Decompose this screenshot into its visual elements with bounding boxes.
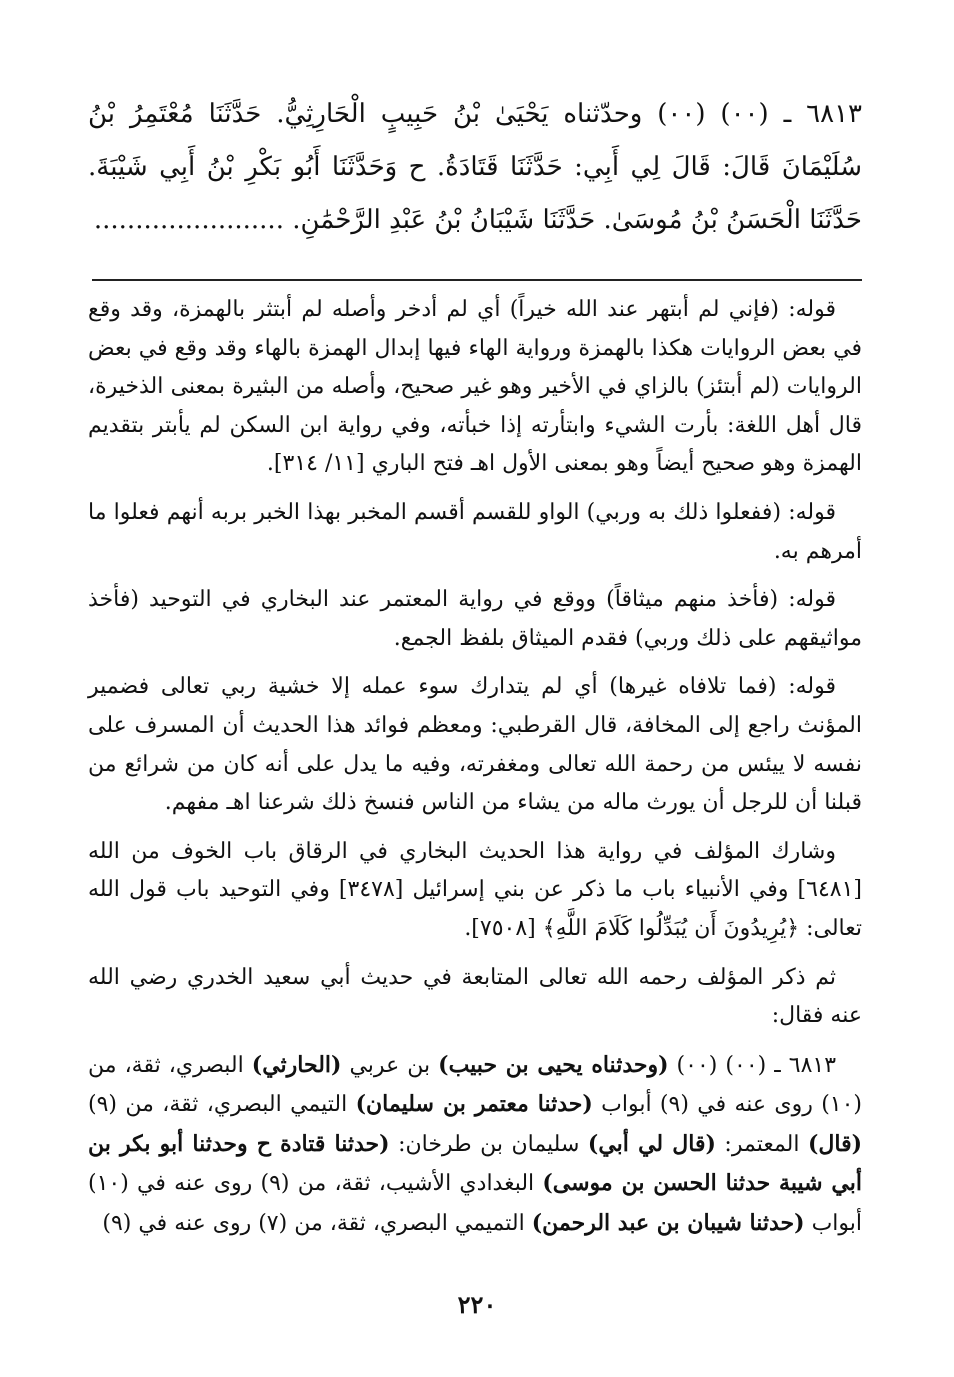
footnote-divider: [92, 279, 862, 281]
isnad-text: سليمان بن طرخان:: [398, 1131, 580, 1157]
isnad-text: المعتمر:: [724, 1131, 800, 1157]
commentary-paragraph-7: [88, 1046, 862, 1244]
isnad-text: التيمي البصري، ثقة، من (٩): [88, 1092, 348, 1118]
isnad-text: البغدادي الأشيب، ثقة، من (٩) روى عنه في (١٠) أبواب: [88, 1171, 862, 1237]
commentary: [88, 291, 862, 1244]
commentary-paragraph-4: قوله: (فما تلافاه غيرها) أي لم يتدارك سوء عمله إلا خشية ربي تعالى فضمير المؤنث راجع إلى المخافة، قال القرطبي: ومعظم فوائد هذا الحديث أن المسرف على نفسه لا ييئس من رحمة الله تعالى ومغفرته، وفيه ما يدل على أنه كان من شرائع من قبلنا أن للرجل أن يورث ماله من يشاء من الناس فنسخ ذلك شرعنا اهـ مفهم.: [88, 674, 862, 816]
commentary-paragraph-6: ثم ذكر المؤلف رحمه الله تعالى المتابعة في حديث أبي سعيد الخدري رضي الله عنه فقال:: [88, 964, 862, 1029]
isnad-text: التميمي البصري، ثقة، من (٧) روى عنه في (٩): [102, 1211, 525, 1237]
commentary-paragraph-2: قوله: (ففعلوا ذلك به وربي) الواو للقسم أقسم المخبر بهذا الخبر بربه أنهم فعلوا ما أمرهم به.: [88, 499, 862, 564]
isnad-bold: (حدثنا قتادة ح وحدثنا أبو بكر بن أبي شيبة حدثنا الحسن بن موسى): [88, 1130, 862, 1197]
isnad-bold: (وحدثناه يحيى بن حبيب): [438, 1051, 669, 1078]
isnad-bold: (حدثنا معتمر بن سليمان): [355, 1091, 593, 1118]
commentary-paragraph-1: قوله: (فإني لم أبتهر عند الله خيراً) أي لم أدخر وأصله لم أبتثر بالهمزة، وقد وقع في بعض الروايات هكذا بالهمزة ورواية الهاء فيها إبدال الهمزة بالهاء وقد وقع في بعض الروايات (لم أبتئز) بالزاي في الأخير وهو غير صحيح، وأصله من البثيرة بمعنى الذخيرة، قال أهل اللغة: بأرت الشيء وابتأرته إذا خبأته، وفي رواية ابن السكن لم يأبتر بتقديم الهمزة وهو صحيح أيضاً وهو بمعنى الأول اهـ فتح الباري [١١/ ٣١٤].: [88, 297, 862, 477]
page-body: [88, 88, 862, 1248]
isnad-text: بن عربي: [349, 1052, 431, 1078]
isnad-text: ٦٨١٣ ـ (٠٠) (٠٠): [676, 1052, 837, 1078]
commentary-paragraph-3: قوله: (فأخذ منهم ميثاقاً) ووقع في رواية المعتمر عند البخاري في التوحيد (فأخذ مواثيقهم على ذلك وربي) فقدم الميثاق بلفظ الجمع.: [88, 587, 862, 651]
isnad-bold: (الحارثي): [251, 1051, 342, 1078]
isnad-bold: (حدثنا شيبان بن عبد الرحمن): [531, 1210, 805, 1237]
isnad-bold: (قال): [808, 1130, 863, 1157]
hadith-text: ٦٨١٣ ـ (٠٠) (٠٠) وحدّثناه يَحْيَىٰ بْنُ حَبِيبٍ الْحَارِثِيُّ. حَدَّثَنَا مُعْتَمِرُ بْنُ سُلَيْمَانَ قَالَ: قَالَ لِي أَبِي: حَدَّثَنَا قَتَادَةُ. ح وَحَدَّثَنَا أَبُو بَكْرِ بْنُ أَبِي شَيْبَةَ. حَدَّثَنَا الْحَسَنُ بْنُ مُوسَىٰ. حَدَّثَنَا شَيْبَانُ بْنُ عَبْدِ الرَّحْمَٰنِ. .......................: [88, 99, 863, 235]
paragraph-5-reference: [٧٥٠٨].: [464, 915, 536, 941]
paragraph-5-text: وشارك المؤلف في رواية هذا الحديث البخاري في الرقاق باب الخوف من الله [٦٤٨١] وفي الأنبياء باب ما ذكر عن بني إسرائيل [٣٤٧٨] وفي التوحيد باب قول الله تعالى:: [88, 838, 862, 941]
quran-verse: ﴿يُرِيدُونَ أَن يُبَدِّلُوا كَلَامَ اللَّهِ﴾: [542, 915, 800, 941]
isnad-text: البصري، ثقة، من (١٠) روى عنه في (٩) أبواب: [88, 1052, 863, 1118]
commentary-paragraph-5: [88, 833, 862, 949]
isnad-bold: (قال لي أبي): [587, 1130, 716, 1157]
page-number: ٢٢٠: [457, 1290, 497, 1319]
